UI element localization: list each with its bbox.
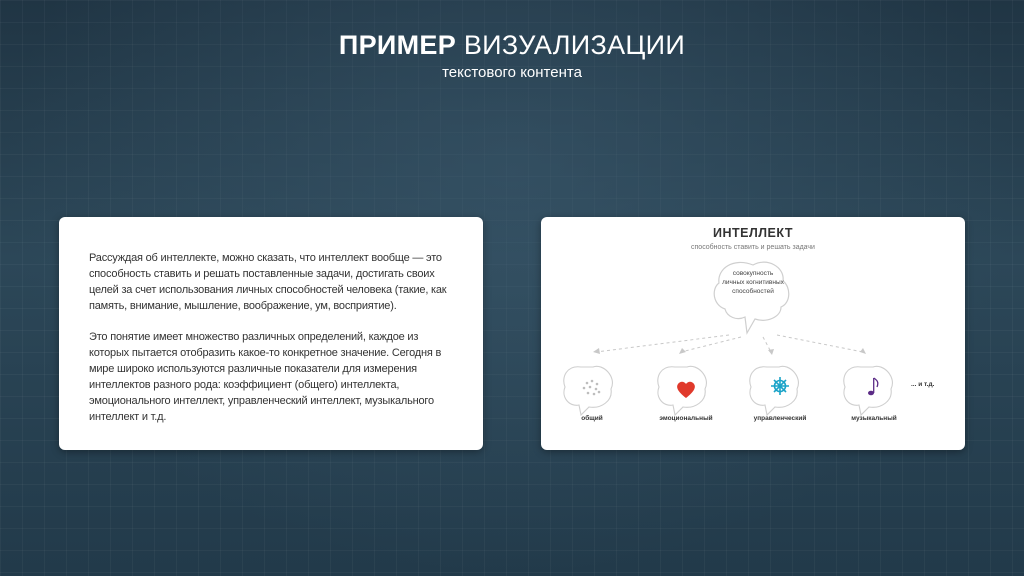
text-paragraph-1: Рассуждая об интеллекте, можно сказать, что интеллект вообще — это способность ставить и решать поставленные задачи, достигать своих целей за счет использования личных способностей человека (такие, как память, внимание, мышление, воображение, ум, восприятие). [89, 252, 447, 312]
node-label-musical: музыкальный [851, 415, 897, 422]
page-title-bold: ПРИМЕР [338, 30, 457, 60]
node-label-emotional: эмоциональный [659, 415, 713, 422]
page-title-light: ВИЗУАЛИЗАЦИИ [463, 30, 686, 60]
head-general [564, 366, 613, 415]
page-subtitle: текстового контента [442, 64, 582, 81]
text-paragraph-2: Это понятие имеет множество различных определений, каждое из которых пытается отобразить какое-то конкретное значение. Сегодня в мире широко используются различные показатели для измерения интеллектов разного рода: коэффициент (общего) интеллекта, эмоционального интеллект, управленческий интеллект, музыкального интеллект и т.д. [89, 331, 442, 423]
etc-label: ... и т.д. [911, 381, 935, 388]
node-label-managerial: управленческий [753, 415, 807, 422]
head-musical [844, 366, 893, 415]
diagram-subtitle: способность ставить и решать задачи [691, 244, 815, 251]
head-managerial [750, 366, 799, 415]
page-title [0, 30, 1024, 61]
arrowheads [593, 348, 866, 355]
diagram-card [541, 217, 965, 450]
connector-arrows [596, 335, 863, 352]
node-label-general: общий [581, 415, 603, 422]
centre-text: совокупность личных когнитивных способностей [722, 270, 784, 295]
text-card [59, 217, 483, 450]
diagram-title: ИНТЕЛЛЕКТ [713, 226, 793, 240]
